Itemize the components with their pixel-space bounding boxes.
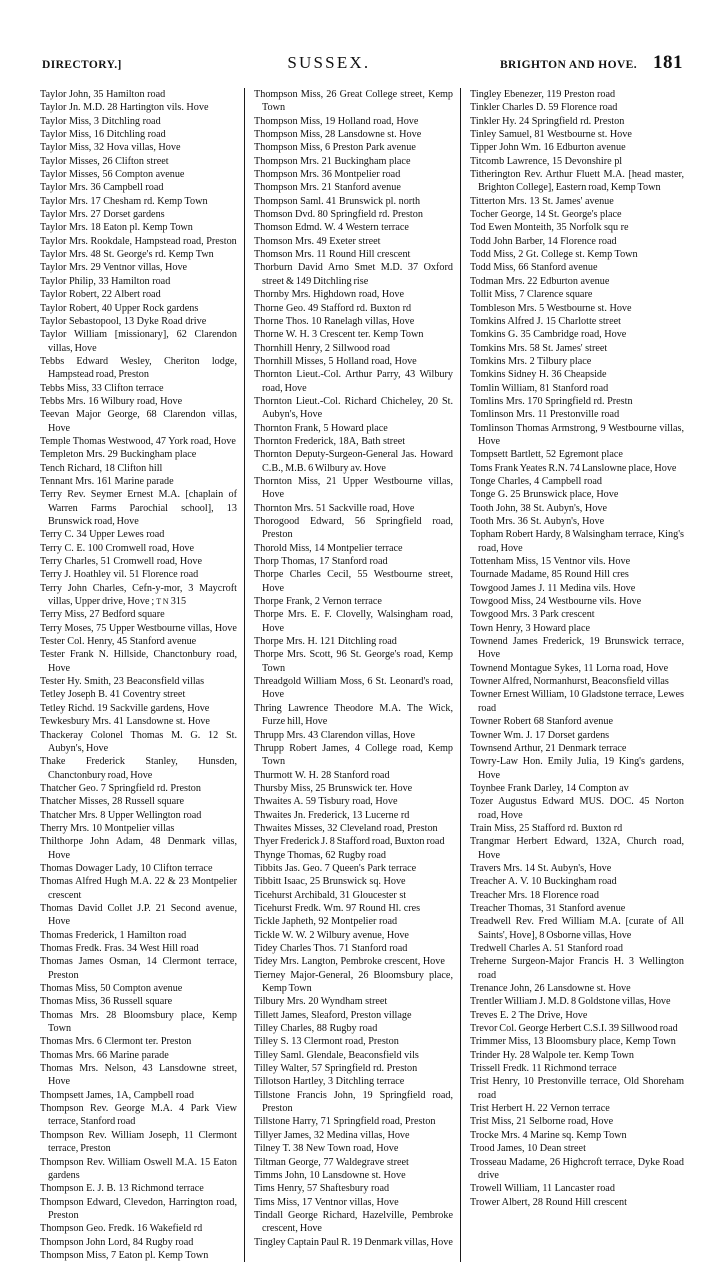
directory-entry: Thompson Rev. William Joseph, 11 Clermont terrace, Preston <box>40 1129 237 1155</box>
directory-entry: Taylor Mrs. 48 St. George's rd. Kemp Twn <box>40 249 214 261</box>
directory-entry: Tetley Joseph B. 41 Coventry street <box>40 689 186 701</box>
directory-entry: Thake Frederick Stanley, Hunsden, Chanctonbury road, Hove <box>40 756 237 781</box>
directory-entry: Taylor Mrs. 18 Eaton pl. Kemp Town <box>40 222 193 234</box>
directory-entry: Thwaites A. 59 Tisbury road, Hove <box>254 796 398 808</box>
directory-entry: Town Henry, 3 Howard place <box>470 622 590 634</box>
directory-entry: Todd Miss, 2 Gt. College st. Kemp Town <box>470 249 638 261</box>
directory-entry: Thorpe Mrs. E. F. Clovelly, Walsingham road, Hove <box>254 609 453 634</box>
directory-entry: Trocke Mrs. 4 Marine sq. Kemp Town <box>470 1129 627 1141</box>
directory-entry: Thomson Mrs. 49 Exeter street <box>254 235 381 247</box>
directory-entry: Thursby Miss, 25 Brunswick ter. Hove <box>254 782 413 794</box>
directory-column-1 <box>40 88 244 1262</box>
directory-entry: Threadgold William Moss, 6 St. Leonard's road, Hove <box>254 676 453 701</box>
directory-entry: Titterton Mrs. 13 St. James' avenue <box>470 195 614 207</box>
directory-entry: Terry Rev. Seymer Ernest M.A. [chaplain of Warren Farms Parochial school], 13 Brunswick road, Hove <box>40 489 237 527</box>
directory-entry: Thwaites Misses, 32 Cleveland road, Preston <box>254 822 438 834</box>
directory-entry: Thompson Miss, 19 Holland road, Hove <box>254 115 419 127</box>
directory-entry: Train Miss, 25 Stafford rd. Buxton rd <box>470 822 623 834</box>
directory-entry: Taylor Miss, 16 Ditchling road <box>40 129 166 141</box>
directory-entry: Towner Robert 68 Stanford avenue <box>470 716 614 728</box>
directory-entry: Thrupp Mrs. 43 Clarendon villas, Hove <box>254 729 415 741</box>
directory-entry: Trowell William, 11 Lancaster road <box>470 1183 615 1195</box>
directory-entry: Tillett James, Sleaford, Preston village <box>254 1009 412 1021</box>
directory-entry: Tillotson Hartley, 3 Ditchling terrace <box>254 1076 405 1088</box>
running-head <box>42 52 683 74</box>
directory-entry: Thorne Thos. 10 Ranelagh villas, Hove <box>254 315 415 327</box>
directory-entry: Thompson Rev. George M.A. 4 Park View terrace, Stanford road <box>40 1103 237 1128</box>
directory-entry: Thomas Miss, 50 Compton avenue <box>40 983 183 995</box>
directory-entry: Taylor Miss, 32 Hova villas, Hove <box>40 142 181 154</box>
directory-entry: Townsend Arthur, 21 Denmark terrace <box>470 742 627 754</box>
directory-entry: Towner Wm. J. 17 Dorset gardens <box>470 729 610 741</box>
directory-entry: Thomas David Collet J.P. 21 Second avenue, Hove <box>40 902 237 928</box>
directory-entry: Toms Frank Yeates R.N. 74 Lanslowne place, Hove <box>470 462 677 474</box>
directory-entry: Thompsett James, 1A, Campbell road <box>40 1089 194 1101</box>
directory-entry: Therry Mrs. 10 Montpelier villas <box>40 822 175 834</box>
directory-entry: Tickle Japheth, 92 Montpelier road <box>254 916 398 928</box>
directory-entry: Tipper John Wm. 16 Edburton avenue <box>470 142 626 154</box>
directory-entry: Thornton Miss, 21 Upper Westbourne villas, Hove <box>254 475 453 501</box>
directory-entry: Trissell Fredk. 11 Richmond terrace <box>470 1063 617 1075</box>
directory-entry: Thorp Thomas, 17 Stanford road <box>254 556 388 568</box>
directory-entry: Trower Albert, 28 Round Hill crescent <box>470 1196 627 1208</box>
directory-entry: Townend James Frederick, 19 Brunswick terrace, Hove <box>470 636 684 661</box>
directory-entry: Tomkins Mrs. 58 St. James' street <box>470 342 608 354</box>
directory-entry: Tibbitt Isaac, 25 Brunswick sq. Hove <box>254 876 406 888</box>
directory-entry: Thorne Geo. 49 Stafford rd. Buxton rd <box>254 302 412 314</box>
directory-entry: Tester Frank N. Hillside, Chanctonbury road, Hove <box>40 649 237 674</box>
directory-entry: Towner Alfred, Normanhurst, Beaconsfield villas <box>470 676 669 688</box>
directory-entry: Tooth Mrs. 36 St. Aubyn's, Hove <box>470 516 605 527</box>
directory-entry: Tester Col. Henry, 45 Stanford avenue <box>40 636 197 648</box>
directory-entry: Thomas Dowager Lady, 10 Clifton terrace <box>40 862 213 874</box>
directory-entry: Thomas Mrs. 28 Bloomsbury place, Kemp Town <box>40 1009 237 1035</box>
directory-entry: Tingley Ebenezer, 119 Preston road <box>470 89 616 100</box>
directory-entry: Thurmott W. H. 28 Stanford road <box>254 769 390 781</box>
directory-entry: Thornton Deputy-Surgeon-General Jas. Howard C.B., M.B. 6 Wilbury av. Hove <box>254 449 453 474</box>
directory-entry: Tournade Madame, 85 Round Hill cres <box>470 569 629 581</box>
directory-entry: Thorburn David Arno Smet M.D. 37 Oxford street & 149 Ditchling rise <box>254 262 453 287</box>
directory-entry: Tindall George Richard, Hazelville, Pembroke crescent, Hove <box>254 1209 453 1235</box>
directory-entry: Thomas Frederick, 1 Hamilton road <box>40 929 187 941</box>
directory-entry: Taylor Jn. M.D. 28 Hartington vils. Hove <box>40 102 209 114</box>
directory-entry: Towner Ernest William, 10 Gladstone terrace, Lewes road <box>470 689 684 714</box>
directory-entry: Thorne W. H. 3 Crescent ter. Kemp Town <box>254 329 424 341</box>
directory-entry: Thorpe Mrs. H. 121 Ditchling road <box>254 636 397 648</box>
directory-entry: Tibbits Jas. Geo. 7 Queen's Park terrace <box>254 862 417 874</box>
directory-entry: Taylor William [missionary], 62 Clarendon villas, Hove <box>40 329 237 354</box>
directory-entry: Tinkler Hy. 24 Springfield rd. Preston <box>470 115 625 127</box>
directory-entry: Tillyer James, 32 Medina villas, Hove <box>254 1129 410 1141</box>
directory-entry: Treacher Thomas, 31 Stanford avenue <box>470 902 626 914</box>
directory-entry: Tewkesbury Mrs. 41 Lansdowne st. Hove <box>40 716 210 728</box>
directory-entry: Thomas Mrs. 6 Clermont ter. Preston <box>40 1036 192 1048</box>
directory-entry: Thomas Miss, 36 Russell square <box>40 996 173 1008</box>
directory-entry: Ticehurst Fredk. Wm. 97 Round Hl. cres <box>254 902 421 914</box>
directory-entry: Teevan Major George, 68 Clarendon villas, Hove <box>40 409 237 434</box>
directory-entry: Tilney T. 38 New Town road, Hove <box>254 1143 399 1155</box>
directory-entry: Thompson E. J. B. 13 Richmond terrace <box>40 1183 204 1195</box>
directory-entry: Tombleson Mrs. 5 Westbourne st. Hove <box>470 302 632 314</box>
directory-entry: Taylor Robert, 22 Albert road <box>40 289 161 301</box>
directory-entry: Tennant Mrs. 161 Marine parade <box>40 475 174 487</box>
directory-entry: Toynbee Frank Darley, 14 Compton av <box>470 782 629 794</box>
directory-entry: Thomas Mrs. Nelson, 43 Lansdowne street, Hove <box>40 1063 237 1088</box>
running-head-left: DIRECTORY.] <box>42 59 122 71</box>
directory-entry: Tidey Charles Thos. 71 Stanford road <box>254 943 408 954</box>
directory-entry: Thompson Mrs. 36 Montpelier road <box>254 169 401 181</box>
directory-entry: Trenance John, 26 Lansdowne st. Hove <box>470 983 631 995</box>
directory-entry: Thring Lawrence Theodore M.A. The Wick, Furze hill, Hove <box>254 702 453 728</box>
directory-entry: Thilthorpe John Adam, 48 Denmark villas, Hove <box>40 836 237 861</box>
directory-entry: Thornton Lieut.-Col. Richard Chicheley, 20 St. Aubyn's, Hove <box>254 395 453 421</box>
running-head-section: BRIGHTON AND HOVE. <box>499 59 637 71</box>
directory-entry: Travers Mrs. 14 St. Aubyn's, Hove <box>470 862 612 874</box>
directory-entry: Tebbs Edward Wesley, Cheriton lodge, Hampstead road, Preston <box>40 355 237 381</box>
directory-entry: Taylor John, 35 Hamilton road <box>40 89 166 100</box>
directory-entry: Todman Mrs. 22 Edburton avenue <box>470 275 610 287</box>
directory-entry: Towgood Mrs. 3 Park crescent <box>470 609 595 621</box>
directory-entry: Thrupp Robert James, 4 College road, Kemp Town <box>254 742 453 768</box>
directory-entry: Tooth John, 38 St. Aubyn's, Hove <box>470 502 607 514</box>
directory-entry: Tidey Mrs. Langton, Pembroke crescent, Hove <box>254 956 445 968</box>
directory-entry: Trinder Hy. 28 Walpole ter. Kemp Town <box>470 1049 634 1061</box>
directory-entry: Thatcher Misses, 28 Russell square <box>40 796 185 808</box>
directory-entry: Tilley Saml. Glendale, Beaconsfield vils <box>254 1049 419 1061</box>
directory-entry: Thorpe Charles Cecil, 55 Westbourne street, Hove <box>254 569 453 594</box>
directory-entry: Taylor Mrs. 27 Dorset gardens <box>40 209 165 221</box>
directory-entry: Templeton Mrs. 29 Buckingham place <box>40 449 197 461</box>
directory-entry: Thompson Miss, 28 Lansdowne st. Hove <box>254 129 422 141</box>
directory-entry: Tollit Miss, 7 Clarence square <box>470 289 593 301</box>
directory-entry: Todd Miss, 66 Stanford avenue <box>470 262 598 274</box>
directory-entry: Taylor Mrs. 36 Campbell road <box>40 182 164 194</box>
directory-entry: Tonge G. 25 Brunswick place, Hove <box>470 489 619 501</box>
directory-entry: Taylor Mrs. 17 Chesham rd. Kemp Town <box>40 195 208 207</box>
directory-entry: Tester Hy. Smith, 23 Beaconsfield villas <box>40 676 205 688</box>
directory-entry: Thompson Saml. 41 Brunswick pl. north <box>254 195 421 207</box>
directory-entry: Thompson Miss, 6 Preston Park avenue <box>254 142 416 154</box>
directory-entry: Thornton Mrs. 51 Sackville road, Hove <box>254 502 415 514</box>
directory-entry: Thompson Mrs. 21 Buckingham place <box>254 155 411 167</box>
directory-entry: Thynge Thomas, 62 Rugby road <box>254 849 386 861</box>
directory-entry: Taylor Sebastopool, 13 Dyke Road drive <box>40 315 207 327</box>
directory-entry: Tiltman George, 77 Waldegrave street <box>254 1156 409 1168</box>
directory-entry: Tomkins Alfred J. 15 Charlotte street <box>470 315 621 327</box>
directory-entry: Thornton Frank, 5 Howard place <box>254 422 388 434</box>
directory-entry: Thackeray Colonel Thomas M. G. 12 St. Aubyn's, Hove <box>40 729 237 754</box>
directory-entry: Tillstone Francis John, 19 Springfield road, Preston <box>254 1089 453 1115</box>
directory-entry: Tench Richard, 18 Clifton hill <box>40 462 163 474</box>
directory-entry: Timms John, 10 Lansdowne st. Hove <box>254 1169 406 1181</box>
directory-entry: Thatcher Mrs. 8 Upper Wellington road <box>40 809 202 821</box>
directory-entry: Tocher George, 14 St. George's place <box>470 209 622 221</box>
directory-entry: Tonge Charles, 4 Campbell road <box>470 475 602 487</box>
directory-entry: Tomlinson Mrs. 11 Prestonville road <box>470 409 620 421</box>
directory-entry: Taylor Mrs. Rookdale, Hampstead road, Preston <box>40 235 237 247</box>
directory-entry: Thorold Miss, 14 Montpelier terrace <box>254 542 403 554</box>
directory-entry: Treves E. 2 The Drive, Hove <box>470 1009 588 1021</box>
directory-entry: Trevor Col. George Herbert C.S.I. 39 Sillwood road <box>470 1023 678 1035</box>
directory-entry: Thomson Edmd. W. 4 Western terrace <box>254 222 409 234</box>
directory-entry: Tilley Walter, 57 Springfield rd. Preston <box>254 1063 418 1075</box>
directory-entry: Thyer Frederick J. 8 Stafford road, Buxton road <box>254 836 445 848</box>
directory-entry: Thatcher Geo. 7 Springfield rd. Preston <box>40 782 201 794</box>
directory-entry: Thompson Rev. William Oswell M.A. 15 Eaton gardens <box>40 1156 237 1181</box>
directory-entry: Thompson Miss, 7 Eaton pl. Kemp Town <box>40 1249 209 1261</box>
directory-entry: Titcomb Lawrence, 15 Devonshire pl <box>470 155 623 167</box>
directory-entry: Terry Charles, 51 Cromwell road, Hove <box>40 556 202 568</box>
directory-entry: Tomkins G. 35 Cambridge road, Hove <box>470 329 627 341</box>
directory-entry: Tickle W. W. 2 Wilbury avenue, Hove <box>254 929 409 941</box>
directory-entry: Thomson Dvd. 80 Springfield rd. Preston <box>254 209 423 221</box>
directory-entry: Tomkins Sidney H. 36 Cheapside <box>470 369 607 381</box>
directory-entry: Tilley S. 13 Clermont road, Preston <box>254 1036 399 1048</box>
directory-entry: Tinkler Charles D. 59 Florence road <box>470 102 618 114</box>
directory-entry: Thompson Edward, Clevedon, Harrington road, Preston <box>40 1196 237 1221</box>
directory-entry: Tompsett Bartlett, 52 Egremont place <box>470 449 623 461</box>
page-number: 181 <box>653 52 683 73</box>
directory-entry: Treacher Mrs. 18 Florence road <box>470 889 599 901</box>
directory-entry: Thornhill Henry, 2 Sillwood road <box>254 342 391 354</box>
directory-entry: Thompson Mrs. 21 Stanford avenue <box>254 182 401 194</box>
directory-entry: Thompson John Lord, 84 Rugby road <box>40 1236 194 1248</box>
directory-column-2 <box>244 88 460 1262</box>
directory-entry: Thompson Geo. Fredk. 16 Wakefield rd <box>40 1223 203 1235</box>
directory-entry: Trood James, 10 Dean street <box>470 1143 586 1155</box>
directory-entry: Taylor Misses, 56 Compton avenue <box>40 169 185 181</box>
directory-entry: Taylor Misses, 26 Clifton street <box>40 155 169 167</box>
directory-entry: Tinley Samuel, 81 Westbourne st. Hove <box>470 129 632 141</box>
directory-entry: Topham Robert Hardy, 8 Walsingham terrace, King's road, Hove <box>470 529 684 554</box>
directory-entry: Towry-Law Hon. Emily Julia, 19 King's gardens, Hove <box>470 756 684 781</box>
directory-entry: Thomas Alfred Hugh M.A. 22 & 23 Montpelier crescent <box>40 876 237 901</box>
directory-entry: Thomas Fredk. Fras. 34 West Hill road <box>40 943 199 954</box>
running-head-county: SUSSEX. <box>287 53 371 72</box>
directory-entry: Thorogood Edward, 56 Springfield road, Preston <box>254 516 453 541</box>
directory-entry: Tilbury Mrs. 20 Wyndham street <box>254 996 388 1008</box>
directory-entry: Thornton Lieut.-Col. Arthur Parry, 43 Wilbury road, Hove <box>254 369 453 394</box>
directory-entry: Trist Herbert H. 22 Vernon terrace <box>470 1103 610 1115</box>
directory-entry: Tillstone Harry, 71 Springfield road, Preston <box>254 1116 436 1128</box>
directory-entry: Tilley Charles, 88 Rugby road <box>254 1023 378 1035</box>
directory-entry: Tomlin William, 81 Stanford road <box>470 382 609 394</box>
directory-entry: Todd John Barber, 14 Florence road <box>470 235 617 247</box>
directory-entry: Thorpe Mrs. Scott, 96 St. George's road, Kemp Town <box>254 649 453 674</box>
directory-entry: Thomas James Osman, 14 Clermont terrace, Preston <box>40 956 237 981</box>
directory-entry: Titherington Rev. Arthur Fluett M.A. [head master, Brighton College], Eastern road, Kemp Town <box>470 169 684 194</box>
directory-entry: Tebbs Miss, 33 Clifton terrace <box>40 382 164 394</box>
directory-entry: Thomson Mrs. 11 Round Hill crescent <box>254 249 411 261</box>
directory-columns <box>40 88 684 1262</box>
directory-entry: Townend Montague Sykes, 11 Lorna road, Hove <box>470 662 669 674</box>
directory-entry: Tomkins Mrs. 2 Tilbury place <box>470 355 592 367</box>
directory-entry: Thwaites Jn. Frederick, 13 Lucerne rd <box>254 809 410 821</box>
directory-entry: Thompson Miss, 26 Great College street, Kemp Town <box>254 89 453 114</box>
directory-entry: Tingley Captain Paul R. 19 Denmark villas, Hove <box>254 1236 453 1248</box>
directory-entry: Trist Henry, 10 Prestonville terrace, Old Shoreham road <box>470 1076 684 1101</box>
directory-column-3 <box>460 88 684 1262</box>
directory-entry: Tozer Augustus Edward MUS. DOC. 45 Norton road, Hove <box>470 796 684 821</box>
running-head-right <box>500 52 683 74</box>
directory-entry: Tredwell Charles A. 51 Stanford road <box>470 943 623 954</box>
directory-entry: Trosseau Madame, 26 Highcroft terrace, Dyke Road drive <box>470 1156 684 1181</box>
directory-entry: Terry J. Hoathley vil. 51 Florence road <box>40 569 199 581</box>
directory-entry: Taylor Philip, 33 Hamilton road <box>40 275 171 287</box>
directory-entry: Trist Miss, 21 Selborne road, Hove <box>470 1116 614 1128</box>
directory-entry: Thorpe Frank, 2 Vernon terrace <box>254 596 382 608</box>
directory-entry: Tottenham Miss, 15 Ventnor vils. Hove <box>470 556 631 568</box>
directory-entry: Towgood Miss, 24 Westbourne vils. Hove <box>470 596 642 608</box>
directory-entry: Terry John Charles, Cefn-y-mor, 3 Maycroft villas, Upper drive, Hove ; T N 315 <box>40 582 237 608</box>
directory-entry: Treacher A. V. 10 Buckingham road <box>470 876 617 888</box>
directory-entry: Taylor Miss, 3 Ditchling road <box>40 115 161 127</box>
directory-entry: Trangmar Herbert Edward, 132A, Church road, Hove <box>470 836 684 861</box>
directory-entry: Tierney Major-General, 26 Bloomsbury place, Kemp Town <box>254 969 453 995</box>
directory-entry: Tebbs Mrs. 16 Wilbury road, Hove <box>40 395 183 407</box>
directory-entry: Treherne Surgeon-Major Francis H. 3 Wellington road <box>470 956 684 981</box>
directory-entry: Trimmer Miss, 13 Bloomsbury place, Kemp Town <box>470 1036 676 1048</box>
directory-entry: Thomas Mrs. 66 Marine parade <box>40 1049 169 1061</box>
directory-entry: Tomlinson Thomas Armstrong, 9 Westbourne villas, Hove <box>470 422 684 447</box>
directory-entry: Tomlins Mrs. 170 Springfield rd. Prestn <box>470 395 633 407</box>
directory-entry: Terry Miss, 27 Bedford square <box>40 609 165 621</box>
directory-entry: Tims Henry, 57 Shaftesbury road <box>254 1183 390 1195</box>
directory-entry: Taylor Robert, 40 Upper Rock gardens <box>40 302 199 314</box>
directory-entry: Tod Ewen Monteith, 35 Norfolk squ re <box>470 222 629 234</box>
directory-entry: Terry Moses, 75 Upper Westbourne villas, Hove <box>40 622 237 634</box>
directory-entry: Towgood James J. 11 Medina vils. Hove <box>470 582 636 594</box>
directory-entry: Tetley Richd. 19 Sackville gardens, Hove <box>40 702 210 714</box>
directory-entry: Treadwell Rev. Fred William M.A. [curate of All Saints', Hove], 8 Osborne villas, Hove <box>470 916 684 941</box>
directory-entry: Terry C. E. 100 Cromwell road, Hove <box>40 542 195 554</box>
directory-entry: Terry C. 34 Upper Lewes road <box>40 529 165 541</box>
directory-entry: Tims Miss, 17 Ventnor villas, Hove <box>254 1196 399 1208</box>
directory-entry: Ticehurst Archibald, 31 Gloucester st <box>254 889 407 901</box>
directory-entry: Thornton Frederick, 18A, Bath street <box>254 435 406 447</box>
directory-entry: Thornby Mrs. Highdown road, Hove <box>254 289 404 301</box>
directory-entry: Trentler William J. M.D. 8 Goldstone villas, Hove <box>470 996 671 1008</box>
directory-entry: Taylor Mrs. 29 Ventnor villas, Hove <box>40 262 188 274</box>
directory-entry: Thornhill Misses, 5 Holland road, Hove <box>254 355 417 367</box>
directory-entry: Temple Thomas Westwood, 47 York road, Hove <box>40 435 236 447</box>
